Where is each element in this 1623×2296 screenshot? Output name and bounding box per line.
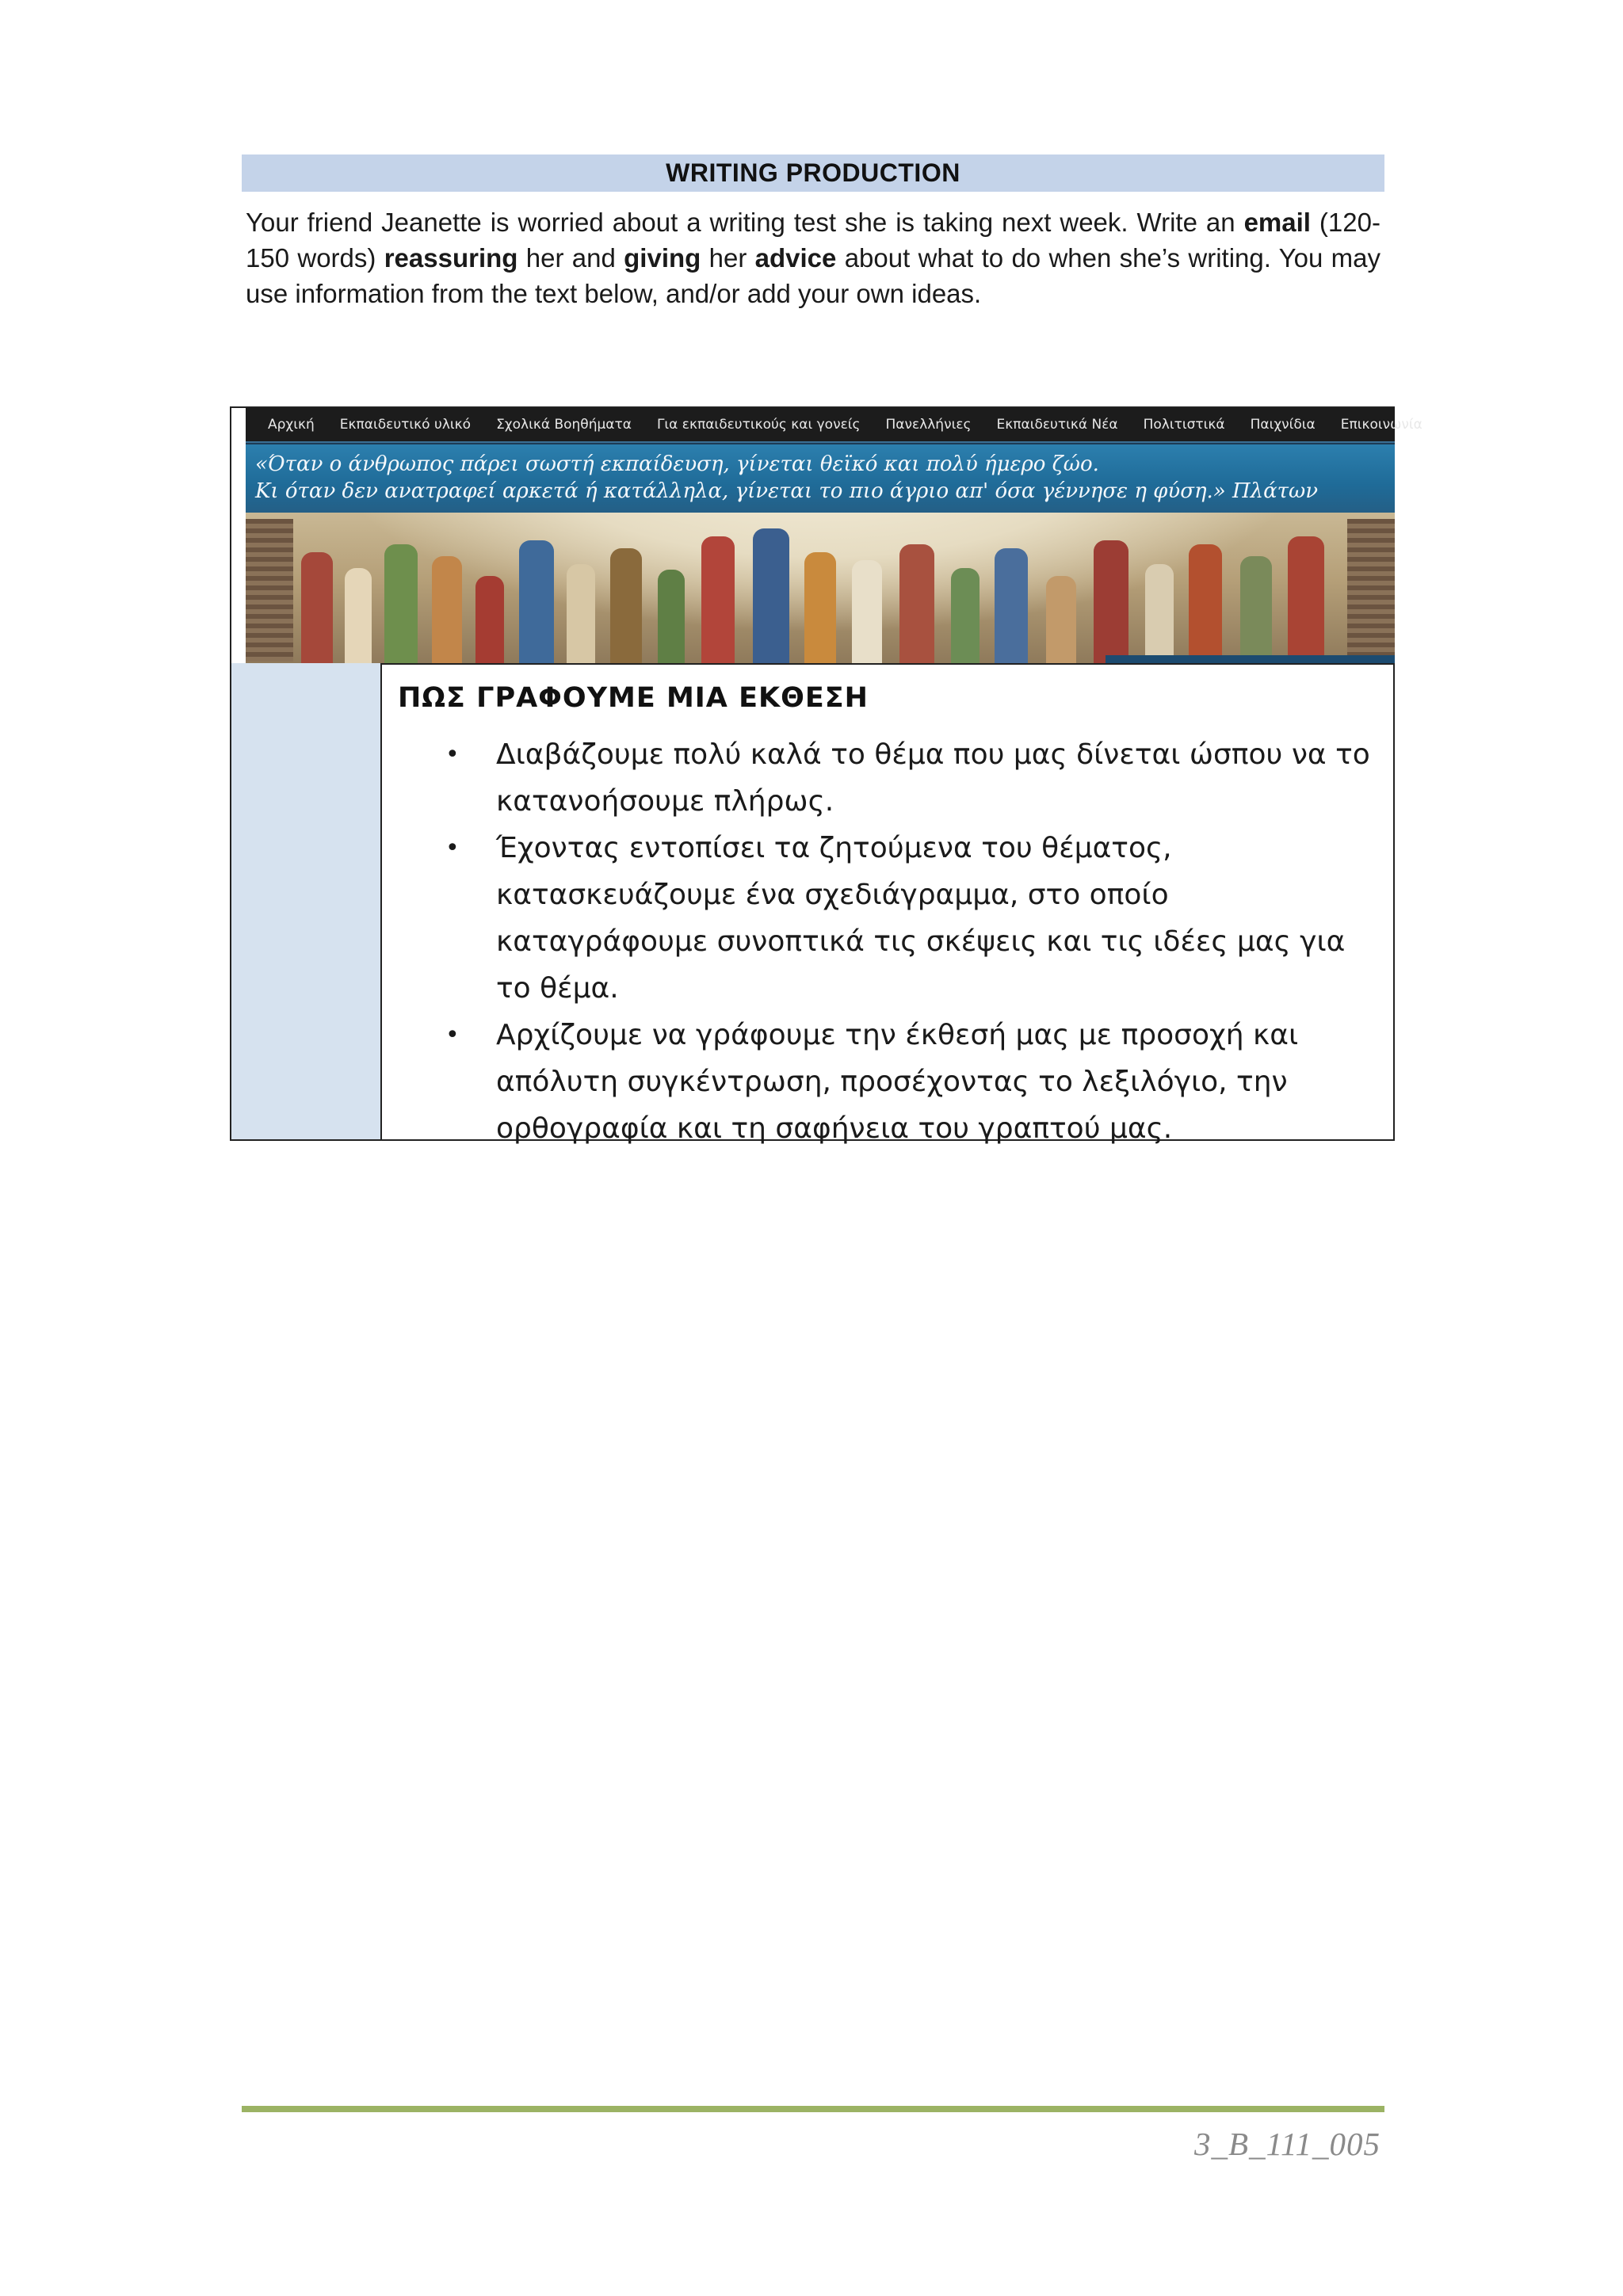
section-title: WRITING PRODUCTION xyxy=(666,158,960,187)
instructions-text-4: her xyxy=(701,243,755,273)
section-header xyxy=(242,154,1384,192)
list-item xyxy=(398,825,1381,1012)
fresco-figure xyxy=(1240,556,1272,663)
keyword-giving: giving xyxy=(624,243,701,273)
website-banner xyxy=(246,408,1423,663)
banner-tab-strip xyxy=(1106,655,1395,663)
fresco-figure xyxy=(951,568,980,663)
instructions-text-2: (120-150 words) xyxy=(246,208,1381,273)
source-text-box xyxy=(230,406,1423,1145)
list-item-text: Αρχίζουμε να γράφουμε την έκθεσή μας με προσοχή και απόλυτη συγκέντρωση, προσέχοντας το λεξιλόγιο, την ορθογραφία και τη σαφήνεια του γραπτού μας. xyxy=(496,1019,1299,1145)
bullet-icon: • xyxy=(445,834,460,862)
quote-line-1: «Όταν ο άνθρωπος πάρει σωστή εκπαίδευση, γίνεται θεϊκό και πολύ ήμερο ζώο. xyxy=(255,452,1099,476)
essay-guide-heading: ΠΩΣ ΓΡΑΦΟΥΜΕ ΜΙΑ ΕΚΘΕΣΗ xyxy=(398,682,869,714)
fresco-figure xyxy=(1046,576,1076,663)
nav-item-home[interactable]: Αρχική xyxy=(268,417,315,433)
fresco-figure xyxy=(852,560,882,663)
bullet-icon: • xyxy=(445,1021,460,1049)
nav-item-culture[interactable]: Πολιτιστικά xyxy=(1143,417,1225,433)
footer-rule xyxy=(242,2106,1384,2112)
fresco-figure xyxy=(658,570,685,663)
keyword-email: email xyxy=(1243,208,1311,237)
nav-item-contact[interactable]: Επικοινωνία xyxy=(1340,417,1423,433)
fresco-figure xyxy=(701,536,735,663)
fresco-figure xyxy=(384,544,418,663)
plato-quote xyxy=(246,444,1395,513)
fresco-figure xyxy=(1189,544,1222,663)
list-item-text: Διαβάζουμε πολύ καλά το θέμα που μας δίνεται ώσπου να το κατανοήσουμε πλήρως. xyxy=(496,738,1370,818)
shaded-margin-column xyxy=(231,663,382,1139)
nav-item-school-aids[interactable]: Σχολικά Βοηθήματα xyxy=(496,417,632,433)
fresco-figure xyxy=(610,548,642,663)
instructions-text-1: Your friend Jeanette is worried about a writing test she is taking next week. Write an xyxy=(246,208,1244,237)
fresco-figure xyxy=(519,540,554,663)
instructions-text-5: about what to do when she’s writing. You may use information from the text below, and/or add your own ideas. xyxy=(246,243,1381,308)
essay-guide-list xyxy=(398,731,1381,1152)
list-item-text: Έχοντας εντοπίσει τα ζητούμενα του θέματος, κατασκευάζουμε ένα σχεδιάγραμμα, στο οποίο καταγράφουμε συνοπτικά τις σκέψεις και τις ιδέες μας για το θέμα. xyxy=(496,832,1346,1005)
instructions-text-3: her and xyxy=(517,243,624,273)
fresco-figure xyxy=(475,576,504,663)
list-item xyxy=(398,1012,1381,1152)
fresco-figure xyxy=(567,564,595,663)
quote-line-2: Κι όταν δεν ανατραφεί αρκετά ή κατάλληλα, γίνεται το πιο άγριο απ' όσα γέννησε η φύση.» Πλάτων xyxy=(255,479,1319,503)
fresco-figure xyxy=(995,548,1028,663)
essay-guide xyxy=(398,666,1381,1152)
fresco-figure xyxy=(345,568,372,663)
bullet-icon: • xyxy=(445,741,460,769)
table-divider xyxy=(231,663,1393,665)
list-item xyxy=(398,731,1381,825)
fresco-figure xyxy=(899,544,934,663)
fresco-figure xyxy=(1094,540,1128,663)
fresco-arch-left xyxy=(246,519,293,662)
task-instructions xyxy=(246,204,1381,311)
fresco-figure xyxy=(1145,564,1174,663)
fresco-figure xyxy=(301,552,333,663)
fresco-figure xyxy=(1288,536,1324,663)
nav-item-education-news[interactable]: Εκπαιδευτικά Νέα xyxy=(996,417,1118,433)
keyword-advice: advice xyxy=(754,243,837,273)
document-code: 3_B_111_005 xyxy=(1194,2126,1381,2162)
nav-item-games[interactable]: Παιχνίδια xyxy=(1250,417,1316,433)
fresco-figure xyxy=(804,552,836,663)
website-nav-bar xyxy=(246,408,1423,443)
fresco-arch-right xyxy=(1347,519,1395,662)
nav-item-teachers-parents[interactable]: Για εκπαιδευτικούς και γονείς xyxy=(656,417,861,433)
school-of-athens-image xyxy=(246,513,1395,663)
nav-item-panhellenic[interactable]: Πανελλήνιες xyxy=(885,417,972,433)
keyword-reassuring: reassuring xyxy=(384,243,518,273)
fresco-figure xyxy=(432,556,462,663)
fresco-figure xyxy=(753,528,789,663)
nav-item-educational-material[interactable]: Εκπαιδευτικό υλικό xyxy=(339,417,472,433)
